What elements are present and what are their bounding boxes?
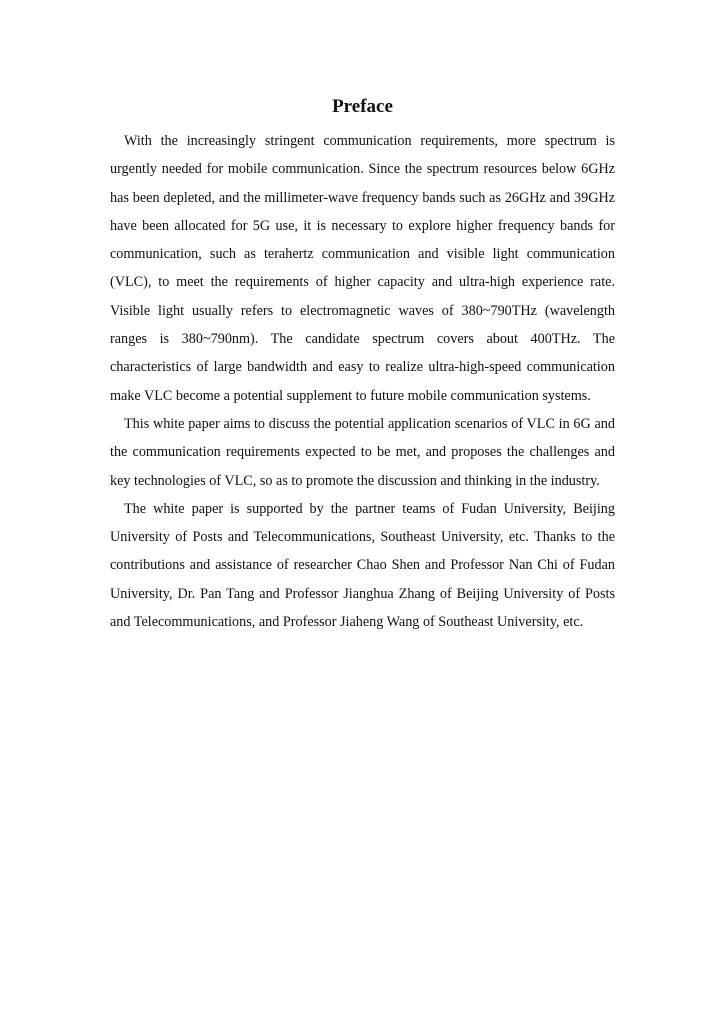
paragraph-acknowledgements: The white paper is supported by the partner teams of Fudan University, Beijing University of Posts and Telecommunications, Southeast University, etc. Thanks to the contributions and assistance of researcher Chao Shen and Professor Nan Chi of Fudan University, Dr. Pan Tang and Professor Jianghua Zhang of Beijing University of Posts and Telecommunications, and Professor Jiaheng Wang of Southeast University, etc. <box>110 500 615 631</box>
paragraph-intro: With the increasingly stringent communication requirements, more spectrum is urgently needed for mobile communication. Since the spectrum resources below 6GHz has been depleted, and the millimeter-wave frequency bands such as 26GHz and 39GHz have been allocated for 5G use, it is necessary to explore higher frequency bands for communication, such as terahertz communication and visible light communication (VLC), to meet the requirements of higher capacity and ultra-high experience rate. Visible light usually refers to electromagnetic waves of 380~790THz (wavelength ranges is 380~790nm). The candidate spectrum covers about 400THz. The characteristics of large bandwidth and easy to realize ultra-high-speed communication make VLC become a potential supplement to future mobile communication systems. <box>110 133 615 404</box>
document-page <box>110 95 615 636</box>
page-title: Preface <box>332 96 393 117</box>
paragraph-purpose: This white paper aims to discuss the potential application scenarios of VLC in 6G and the communication requirements expected to be met, and proposes the challenges and key technologies of VLC, so as to promote the discussion and thinking in the industry. <box>110 415 615 489</box>
